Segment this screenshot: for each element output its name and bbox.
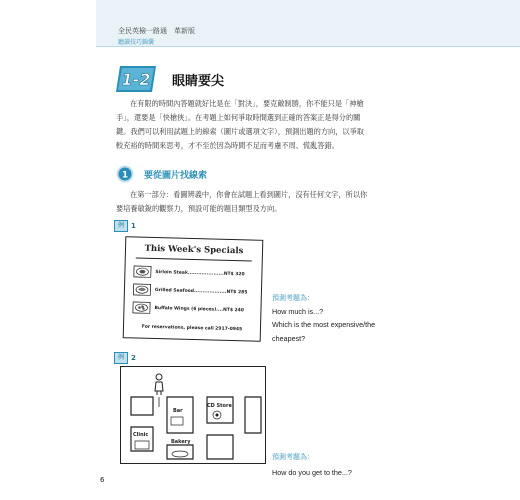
- section-title: 眼睛要尖: [172, 74, 225, 89]
- menu-item-text: Sirloin Steak.....................NT$ 320: [155, 270, 245, 278]
- wings-plate-icon: [132, 301, 150, 313]
- menu-title: This Week's Specials: [144, 243, 244, 257]
- example-number: 1: [131, 222, 136, 230]
- header-band: [96, 0, 520, 46]
- intro-line: 鍵。我們可以利用試題上的線索（圖片或選項文字），預測出題的方向，以爭取: [116, 127, 364, 136]
- street-map: [120, 366, 266, 464]
- example-2-tag: [114, 352, 136, 363]
- block: [245, 397, 261, 433]
- page-number: 6: [100, 476, 105, 484]
- subsection-number-icon: [116, 165, 134, 183]
- menu-item: [133, 265, 253, 284]
- book-subtitle: 聽讀技巧錦囊: [118, 39, 155, 46]
- menu-footer: For reservations, please call 2917-0945: [141, 324, 243, 333]
- sub-paragraph: [116, 188, 402, 216]
- header-divider: [96, 46, 520, 47]
- map-label-clinic: Clinic: [133, 432, 149, 438]
- menu-item: [132, 301, 252, 320]
- map-label-cd-store: CD Store: [207, 403, 232, 409]
- block: [207, 435, 233, 459]
- bar-icon: [171, 417, 183, 425]
- menu-divider: [136, 257, 252, 261]
- section-badge-icon: [114, 64, 158, 94]
- subsection-heading: [116, 165, 256, 183]
- intro-line: 手」，還要是「快槍俠」。在考題上如何爭取時間選到正確的答案正是得分的關: [116, 113, 361, 122]
- example-tag-box: 例: [114, 352, 128, 364]
- predict-question: Which is the most expensive/the: [272, 320, 376, 329]
- clinic-icon: [135, 441, 149, 449]
- block: [207, 397, 233, 423]
- menu-item-text: Grilled Seafood...................NT$ 285: [154, 288, 248, 296]
- section-badge-label: 1-2: [121, 70, 151, 89]
- intro-line: 較充裕的時間來思考，才不至於因為時間不足而考慮不周、慌亂答錯。: [116, 141, 339, 150]
- steak-plate-icon: [133, 265, 151, 277]
- subsection-title: 要從圖片找線索: [144, 171, 208, 181]
- intro-line: 在有限的時間內答題就好比是在「對決」，要克敵制勝，你不能只是「神槍: [130, 99, 364, 108]
- example-tag-box: 例: [114, 220, 128, 232]
- intro-paragraph: [116, 97, 402, 153]
- example-number: 2: [131, 354, 136, 362]
- menu-item: [133, 283, 253, 302]
- street-map-drawing: [121, 367, 265, 463]
- book-title: 全民英檢一路通 革新版: [118, 27, 195, 35]
- block: [167, 397, 193, 433]
- sub-line: 要培養敏銳的觀察力，預設可能的題目類型及方向。: [116, 204, 282, 213]
- sub-line: 在第一部分：看圖辨義中，你會在試題上看到圖片，沒有任何文字，所以你: [130, 190, 368, 199]
- map-label-bakery: Bakery: [171, 439, 191, 445]
- predict-question: cheapest?: [272, 334, 306, 343]
- block: [131, 397, 153, 415]
- subsection-number: 1: [121, 170, 129, 181]
- predict-question: How do you get to the...?: [272, 468, 352, 477]
- specials-menu-card: [123, 236, 264, 342]
- predict-question: How much is...?: [272, 307, 324, 316]
- seafood-plate-icon: [133, 283, 151, 295]
- example-1-tag: [114, 220, 136, 231]
- person-icon: [155, 374, 163, 395]
- predict-label: 預測考題為：: [272, 294, 314, 302]
- map-label-bar: Bar: [173, 408, 183, 414]
- predict-label: 預測考題為：: [272, 453, 314, 461]
- bread-icon: [172, 451, 188, 457]
- menu-item-text: Buffalo Wings (6 pieces)....NT$ 240: [154, 305, 244, 314]
